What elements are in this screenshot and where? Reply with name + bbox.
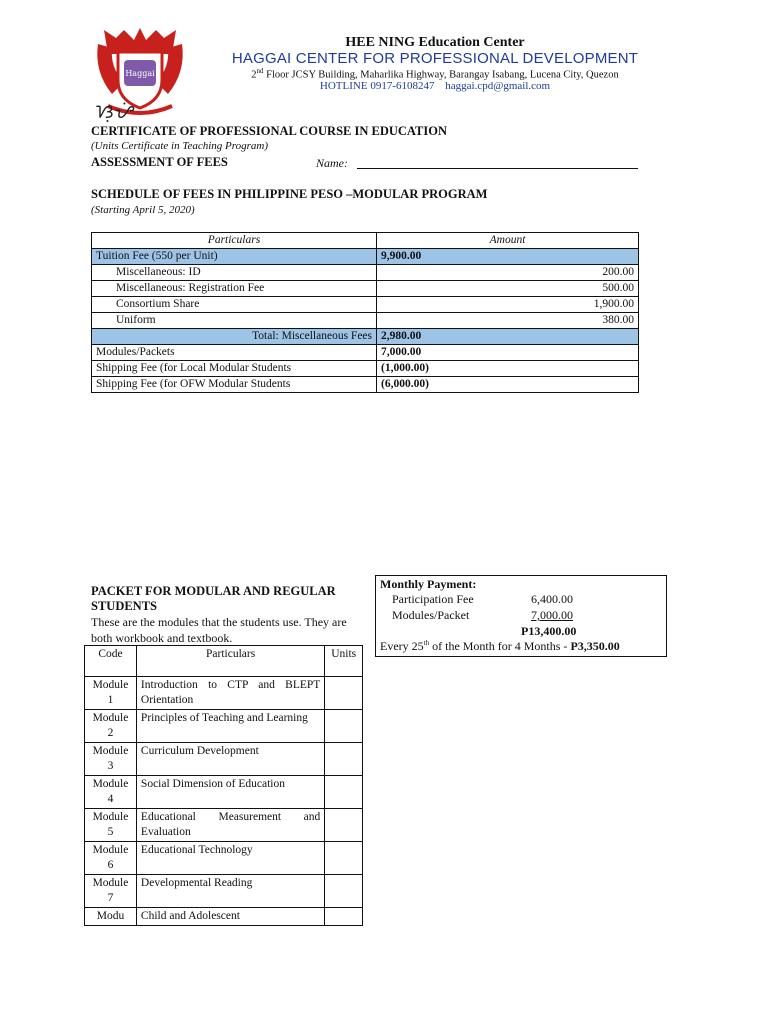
fee-amount: (1,000.00) bbox=[377, 361, 639, 377]
fee-label: Modules/Packets bbox=[92, 345, 377, 361]
module-row bbox=[85, 809, 363, 842]
monthly-payment-box bbox=[375, 575, 667, 657]
every-rest: of the Month for 4 Months - bbox=[429, 639, 571, 653]
module-units bbox=[325, 677, 363, 710]
module-title: Curriculum Development bbox=[136, 743, 324, 776]
col-code: Code bbox=[85, 646, 137, 677]
fee-row bbox=[92, 281, 639, 297]
module-units bbox=[325, 908, 363, 926]
module-code: Module 1 bbox=[85, 677, 137, 710]
col-particulars: Particulars bbox=[136, 646, 324, 677]
fee-row bbox=[92, 297, 639, 313]
address-rest: Floor JCSY Building, Maharlika Highway, Barangay Isabang, Lucena City, Quezon bbox=[263, 69, 619, 81]
module-title: Introduction to CTP and BLEPT Orientation bbox=[136, 677, 324, 710]
modules-value: 7,000.00 bbox=[531, 608, 573, 622]
module-title: Social Dimension of Education bbox=[136, 776, 324, 809]
center-address bbox=[200, 67, 670, 81]
fee-row-total bbox=[92, 329, 639, 345]
fee-amount: (6,000.00) bbox=[377, 377, 639, 393]
module-units bbox=[325, 809, 363, 842]
module-units bbox=[325, 776, 363, 809]
module-code: Module 2 bbox=[85, 710, 137, 743]
fee-label: Consortium Share bbox=[92, 297, 377, 313]
module-title: Educational Measurement and Evaluation bbox=[136, 809, 324, 842]
module-code: Module 4 bbox=[85, 776, 137, 809]
col-amount: Amount bbox=[377, 233, 639, 249]
module-row bbox=[85, 875, 363, 908]
modules-table bbox=[84, 645, 363, 926]
fee-amount: 7,000.00 bbox=[377, 345, 639, 361]
hotline-line bbox=[200, 80, 670, 92]
address-sup: nd bbox=[256, 67, 264, 75]
fee-row bbox=[92, 265, 639, 281]
fee-label: Tuition Fee (550 per Unit) bbox=[92, 249, 377, 265]
packet-heading: PACKET FOR MODULAR AND REGULAR STUDENTS bbox=[91, 584, 336, 613]
module-row bbox=[85, 710, 363, 743]
script-mark: ᜐᜓᜌᜒ bbox=[96, 101, 136, 123]
module-units bbox=[325, 743, 363, 776]
fee-label: Shipping Fee (for Local Modular Students bbox=[92, 361, 377, 377]
fee-amount: 1,900.00 bbox=[377, 297, 639, 313]
monthly-heading: Monthly Payment: bbox=[380, 577, 477, 591]
participation-value: 6,400.00 bbox=[531, 592, 573, 606]
every-sup: th bbox=[423, 639, 430, 647]
logo-text: Haggai bbox=[125, 69, 155, 78]
module-title: Principles of Teaching and Learning bbox=[136, 710, 324, 743]
module-title: Developmental Reading bbox=[136, 875, 324, 908]
col-particulars: Particulars bbox=[92, 233, 377, 249]
module-code: Module 6 bbox=[85, 842, 137, 875]
fees-table bbox=[91, 232, 639, 393]
modules-header-row bbox=[85, 646, 363, 677]
fee-row bbox=[92, 361, 639, 377]
certificate-subtitle: (Units Certificate in Teaching Program) bbox=[91, 140, 269, 152]
fee-label: Total: Miscellaneous Fees bbox=[92, 329, 377, 345]
fee-row bbox=[92, 377, 639, 393]
assessment-heading: ASSESSMENT OF FEES bbox=[91, 155, 228, 169]
module-row bbox=[85, 743, 363, 776]
module-code: Module 7 bbox=[85, 875, 137, 908]
packet-description: These are the modules that the students use. They are both workbook and textbook. bbox=[91, 615, 347, 645]
every-amount: P3,350.00 bbox=[570, 639, 620, 653]
fee-label: Miscellaneous: Registration Fee bbox=[92, 281, 377, 297]
hotline: HOTLINE 0917-6108247 bbox=[319, 80, 435, 92]
module-units bbox=[325, 842, 363, 875]
module-code: Module 5 bbox=[85, 809, 137, 842]
participation-label: Participation Fee bbox=[392, 592, 474, 606]
name-field-line[interactable] bbox=[357, 168, 638, 169]
module-units bbox=[325, 710, 363, 743]
fee-amount: 200.00 bbox=[377, 265, 639, 281]
fee-label: Uniform bbox=[92, 313, 377, 329]
certificate-title: CERTIFICATE OF PROFESSIONAL COURSE IN EDUCATION bbox=[91, 124, 447, 138]
module-row bbox=[85, 908, 363, 926]
module-row bbox=[85, 677, 363, 710]
every-prefix: Every 25 bbox=[380, 639, 424, 653]
fee-row bbox=[92, 249, 639, 265]
fee-row bbox=[92, 313, 639, 329]
center-subtitle: HAGGAI CENTER FOR PROFESSIONAL DEVELOPMENT bbox=[231, 50, 639, 67]
modules-label: Modules/Packet bbox=[392, 608, 470, 622]
module-row bbox=[85, 776, 363, 809]
name-label: Name: bbox=[316, 156, 348, 170]
schedule-subtitle: (Starting April 5, 2020) bbox=[91, 204, 195, 216]
address-floor: 2 bbox=[251, 69, 257, 81]
module-units bbox=[325, 875, 363, 908]
fees-header-row bbox=[92, 233, 639, 249]
fee-amount: 500.00 bbox=[377, 281, 639, 297]
module-row bbox=[85, 842, 363, 875]
module-code: Modu bbox=[85, 908, 137, 926]
module-title: Educational Technology bbox=[136, 842, 324, 875]
module-title: Child and Adolescent bbox=[136, 908, 324, 926]
monthly-total: P13,400.00 bbox=[521, 624, 577, 638]
fee-amount: 9,900.00 bbox=[377, 249, 639, 265]
module-code: Module 3 bbox=[85, 743, 137, 776]
fee-label: Miscellaneous: ID bbox=[92, 265, 377, 281]
monthly-installment bbox=[380, 639, 620, 654]
col-units: Units bbox=[325, 646, 363, 677]
center-title: HEE NING Education Center bbox=[345, 35, 525, 50]
fee-row bbox=[92, 345, 639, 361]
fee-amount: 2,980.00 bbox=[377, 329, 639, 345]
schedule-title: SCHEDULE OF FEES IN PHILIPPINE PESO –MODULAR PROGRAM bbox=[91, 187, 488, 201]
fee-label: Shipping Fee (for OFW Modular Students bbox=[92, 377, 377, 393]
fee-amount: 380.00 bbox=[377, 313, 639, 329]
email-link[interactable]: haggai.cpd@gmail.com bbox=[445, 80, 551, 92]
